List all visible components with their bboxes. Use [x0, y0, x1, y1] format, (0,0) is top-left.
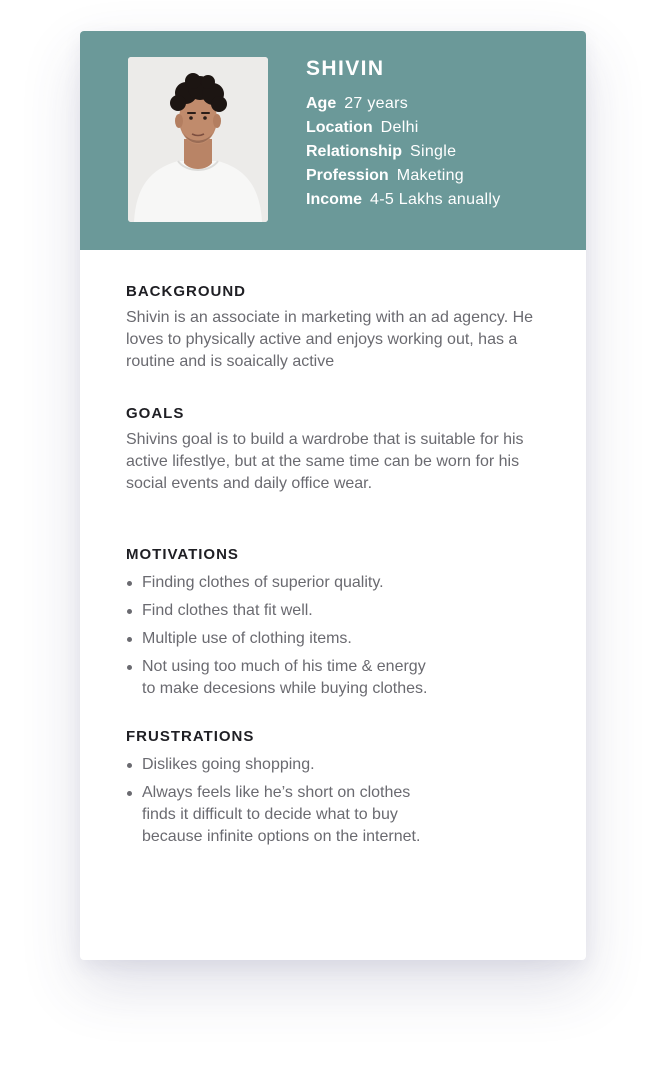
fact-value: Delhi [380, 119, 419, 136]
fact-value: Single [410, 143, 457, 160]
persona-header [80, 31, 586, 250]
fact-relationship [306, 140, 501, 164]
frustrations-section [126, 726, 546, 854]
fact-value: Maketing [396, 167, 465, 184]
bullet-icon [127, 665, 132, 670]
background-section [126, 281, 546, 373]
section-heading: FRUSTRATIONS [126, 728, 255, 745]
section-heading: BACKGROUND [126, 283, 246, 300]
section-heading: GOALS [126, 405, 185, 422]
fact-age [306, 92, 501, 116]
bullet-icon [127, 609, 132, 614]
goals-section [126, 403, 546, 495]
fact-label: Income [306, 191, 363, 208]
list-item [126, 782, 546, 848]
list-item-text: Always feels like he’s short on clothes finds it difficult to decide what to buy because infinite options on the internet. [142, 784, 421, 845]
fact-value: 4-5 Lakhs anually [370, 191, 501, 208]
fact-label: Profession [306, 167, 389, 184]
motivations-section [126, 544, 546, 706]
motivations-list [126, 572, 546, 700]
persona-facts [306, 92, 501, 212]
fact-income [306, 188, 501, 212]
fact-label: Age [306, 95, 337, 112]
persona-card [80, 31, 586, 960]
list-item [126, 572, 546, 594]
frustrations-list [126, 754, 546, 848]
list-item-text: Not using too much of his time & energy to make decesions while buying clothes. [142, 658, 428, 697]
fact-label: Relationship [306, 143, 403, 160]
fact-location [306, 116, 501, 140]
goals-text: Shivins goal is to build a wardrobe that is suitable for his active lifestlye, but at the same time can be worn for his social events and daily office wear. [126, 431, 524, 492]
bullet-icon [127, 637, 132, 642]
fact-value: 27 years [344, 95, 409, 112]
bullet-icon [127, 763, 132, 768]
section-heading: MOTIVATIONS [126, 546, 239, 563]
portrait-image [128, 57, 268, 222]
fact-profession [306, 164, 501, 188]
persona-photo [128, 57, 268, 222]
persona-name: SHIVIN [306, 57, 385, 80]
bullet-icon [127, 581, 132, 586]
list-item [126, 628, 546, 650]
bullet-icon [127, 791, 132, 796]
fact-label: Location [306, 119, 373, 136]
list-item-text: Multiple use of clothing items. [142, 630, 352, 647]
list-item-text: Dislikes going shopping. [142, 756, 315, 773]
list-item [126, 754, 546, 776]
list-item-text: Finding clothes of superior quality. [142, 574, 384, 591]
list-item [126, 656, 546, 700]
background-text: Shivin is an associate in marketing with an ad agency. He loves to physically active and enjoys working out, has a routine and is soaically active [126, 309, 534, 370]
list-item-text: Find clothes that fit well. [142, 602, 313, 619]
list-item [126, 600, 546, 622]
